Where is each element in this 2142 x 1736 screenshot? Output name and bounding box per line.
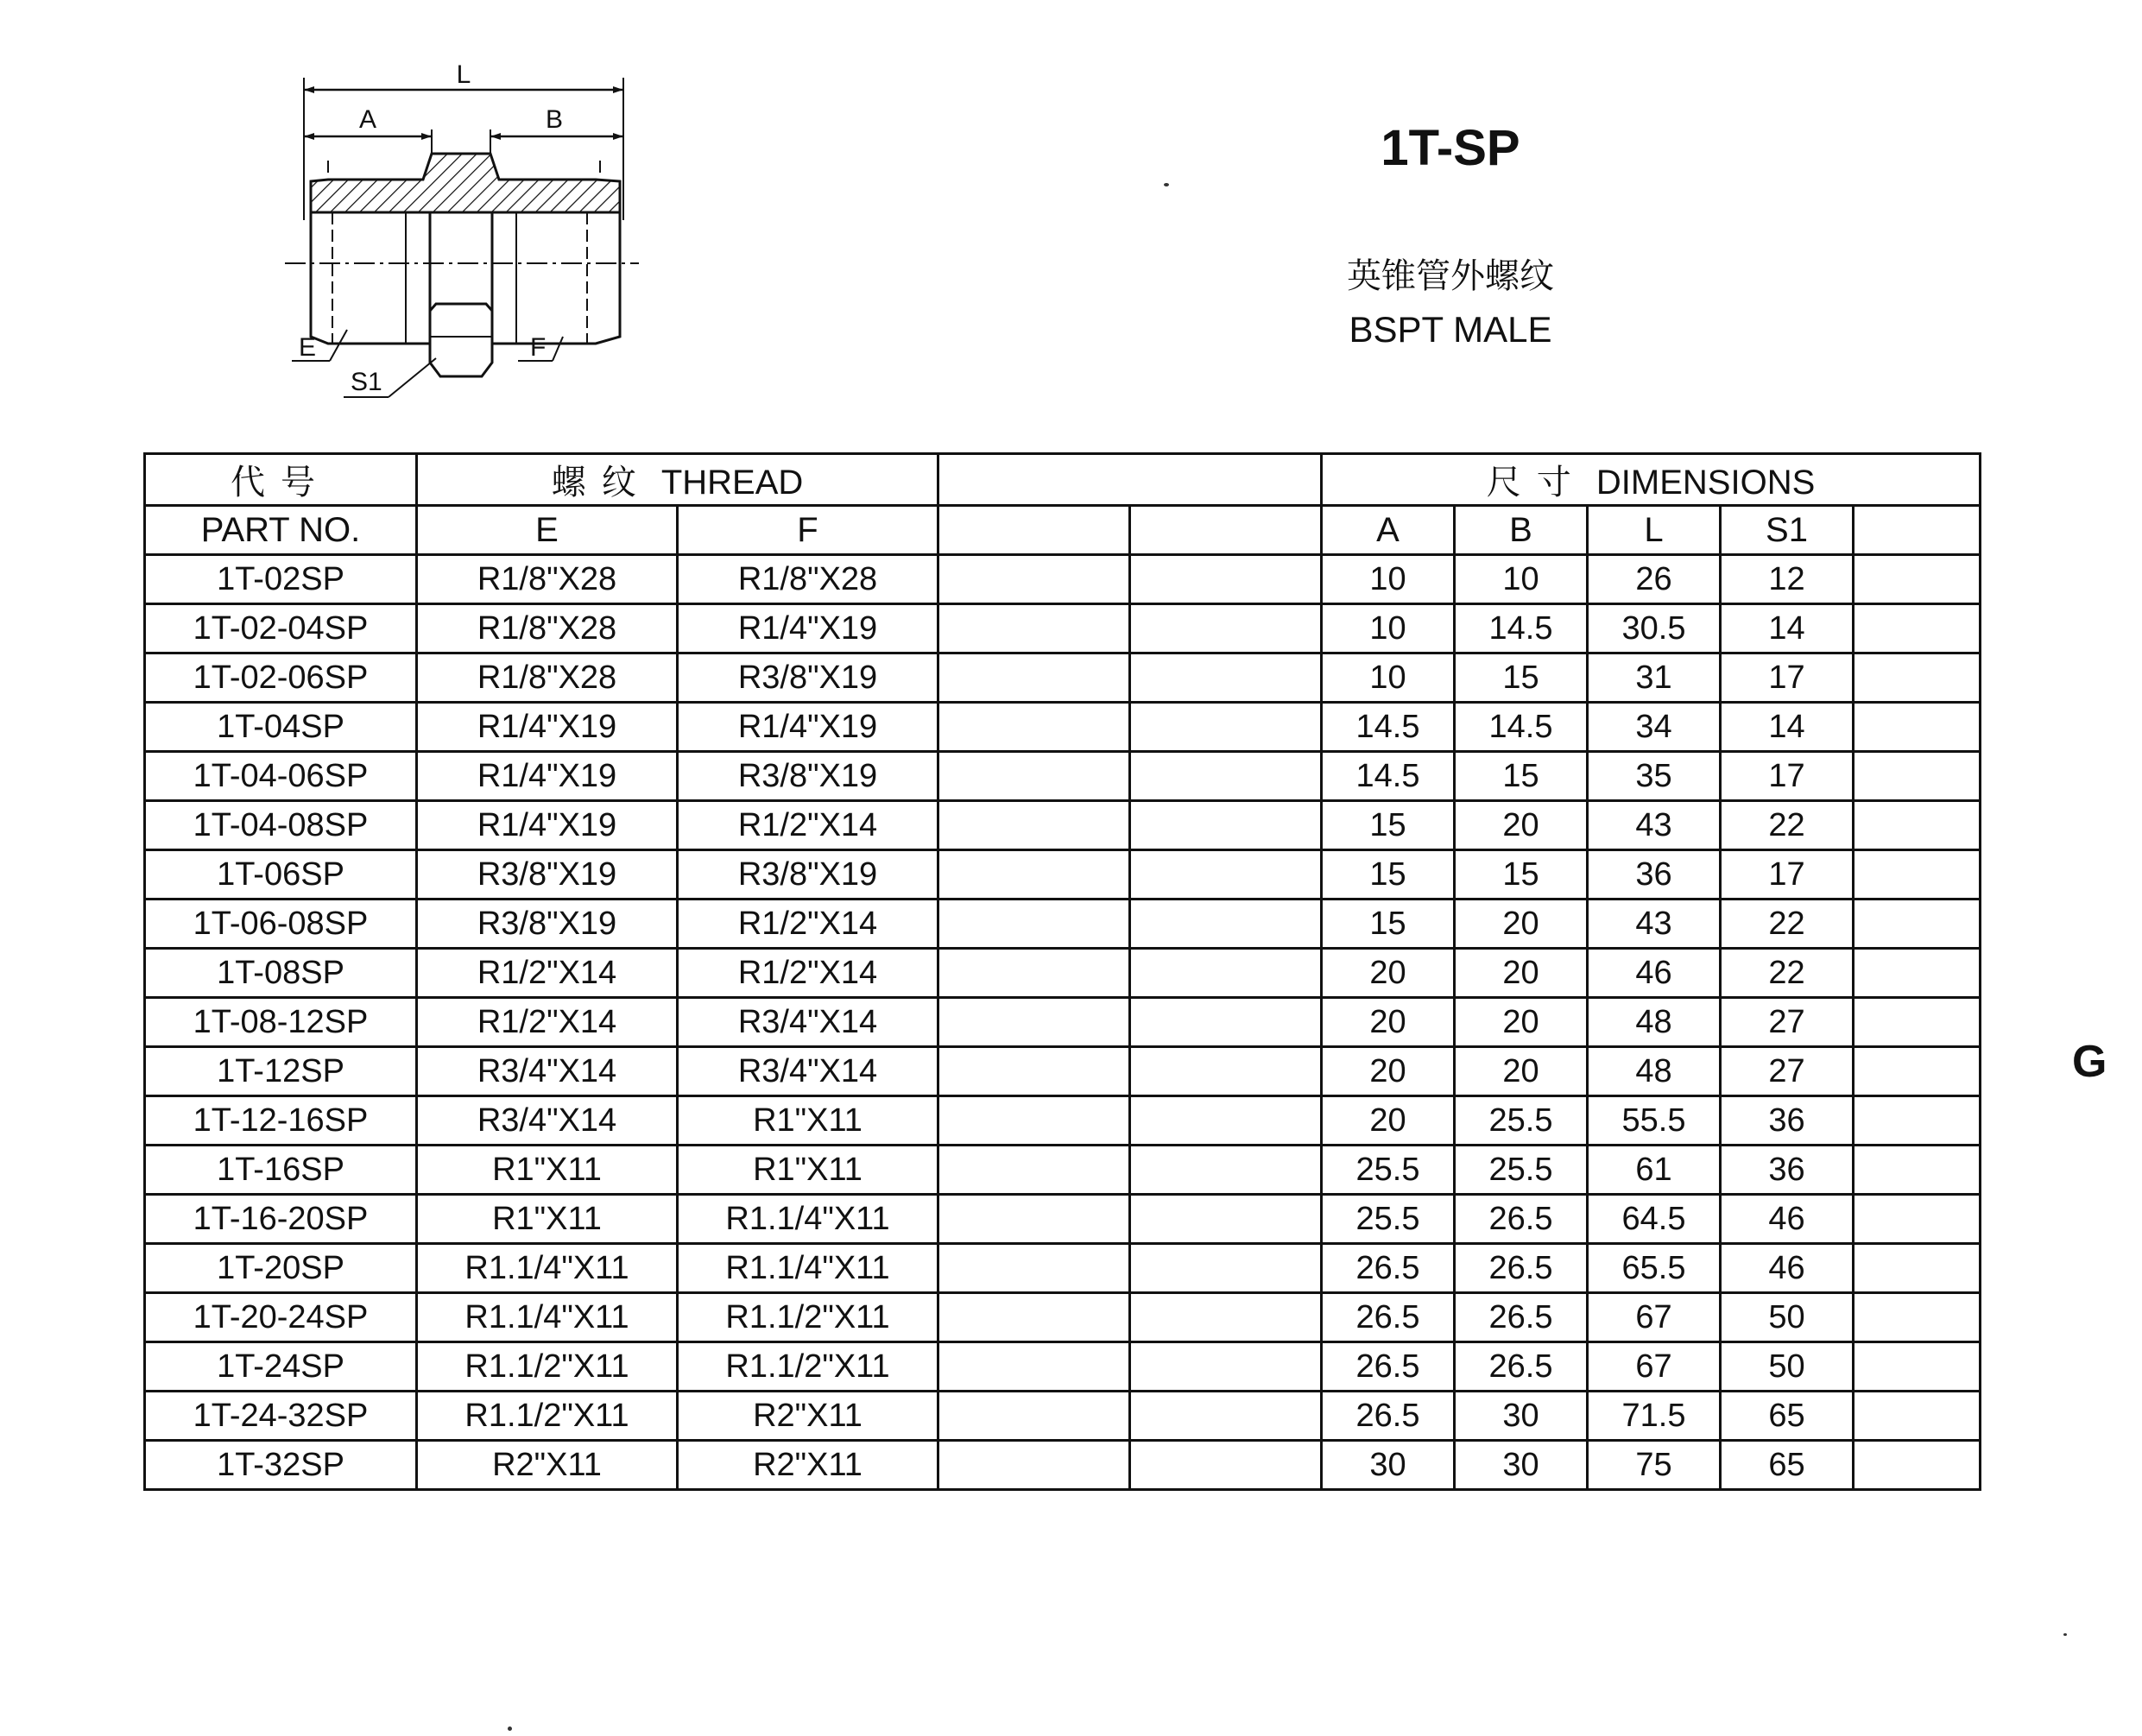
subtitle-english: BSPT MALE [1349,309,1552,350]
cell-f: R3/4"X14 [678,1047,938,1096]
cell-blank [938,900,1130,949]
cell-l: 55.5 [1588,1096,1721,1146]
cell-s1: 22 [1721,949,1854,998]
cell-a: 26.5 [1322,1392,1455,1441]
thread-header-en: THREAD [660,464,804,502]
cell-blank [1854,1392,1981,1441]
cell-a: 20 [1322,949,1455,998]
cell-blank [1130,1096,1322,1146]
cell-a: 20 [1322,998,1455,1047]
table-row [145,1047,1981,1096]
table-row [145,1441,1981,1490]
cell-b: 25.5 [1455,1146,1588,1195]
cell-a: 14.5 [1322,703,1455,752]
cell-blank [1854,1441,1981,1490]
cell-b: 20 [1455,900,1588,949]
cell-part: 1T-24-32SP [145,1392,417,1441]
subtitle-chinese: 英锥管外螺纹 [1347,256,1554,296]
col-header-F: F [678,506,938,555]
cell-l: 46 [1588,949,1721,998]
table-row [145,703,1981,752]
col-header-B: B [1455,506,1588,555]
cell-blank [1854,850,1981,900]
cell-s1: 46 [1721,1244,1854,1293]
cell-part: 1T-12SP [145,1047,417,1096]
cell-b: 26.5 [1455,1195,1588,1244]
cell-f: R1/2"X14 [678,801,938,850]
cell-part: 1T-24SP [145,1342,417,1392]
cell-blank [1130,998,1322,1047]
cell-b: 30 [1455,1441,1588,1490]
cell-s1: 27 [1721,998,1854,1047]
cell-l: 67 [1588,1293,1721,1342]
cell-blank [938,752,1130,801]
cell-s1: 17 [1721,653,1854,703]
cell-blank [938,1195,1130,1244]
cell-l: 67 [1588,1342,1721,1392]
cell-a: 26.5 [1322,1342,1455,1392]
cell-part: 1T-08-12SP [145,998,417,1047]
cell-s1: 22 [1721,801,1854,850]
cell-e: R3/4"X14 [417,1096,678,1146]
cell-l: 34 [1588,703,1721,752]
table-row [145,653,1981,703]
cell-blank [1854,1195,1981,1244]
col-header-L: L [1588,506,1721,555]
cell-a: 25.5 [1322,1146,1455,1195]
cell-e: R1/2"X14 [417,949,678,998]
cell-part: 1T-04SP [145,703,417,752]
cell-blank [1854,1096,1981,1146]
cell-b: 15 [1455,752,1588,801]
cell-blank [938,703,1130,752]
cell-b: 26.5 [1455,1244,1588,1293]
cell-l: 61 [1588,1146,1721,1195]
cell-s1: 14 [1721,703,1854,752]
cell-blank [938,1392,1130,1441]
cell-e: R1.1/2"X11 [417,1342,678,1392]
cell-blank [1854,604,1981,653]
cell-blank [938,1047,1130,1096]
cell-b: 20 [1455,949,1588,998]
cell-blank [1854,653,1981,703]
table-row [145,1392,1981,1441]
cell-s1: 17 [1721,850,1854,900]
scan-speck [1164,183,1169,186]
cell-part: 1T-02-04SP [145,604,417,653]
table-row [145,1342,1981,1392]
cell-s1: 14 [1721,604,1854,653]
cell-blank [1854,1342,1981,1392]
cell-e: R3/8"X19 [417,850,678,900]
cell-s1: 36 [1721,1096,1854,1146]
cell-s1: 36 [1721,1146,1854,1195]
cell-s1: 27 [1721,1047,1854,1096]
cell-f: R1.1/4"X11 [678,1195,938,1244]
cell-f: R1/8"X28 [678,555,938,604]
cell-b: 14.5 [1455,703,1588,752]
cell-e: R3/4"X14 [417,1047,678,1096]
cell-blank [1130,555,1322,604]
cell-l: 48 [1588,998,1721,1047]
cell-e: R1"X11 [417,1146,678,1195]
cell-l: 43 [1588,801,1721,850]
cell-blank [938,1293,1130,1342]
cell-b: 26.5 [1455,1342,1588,1392]
cell-blank [1130,801,1322,850]
cell-blank [938,1096,1130,1146]
cell-blank [1854,1047,1981,1096]
cell-blank [1130,1146,1322,1195]
cell-blank [1130,1342,1322,1392]
cell-blank [1130,703,1322,752]
cell-l: 31 [1588,653,1721,703]
table-row [145,900,1981,949]
cell-part: 1T-20SP [145,1244,417,1293]
cell-f: R3/8"X19 [678,850,938,900]
cell-f: R2"X11 [678,1392,938,1441]
cell-b: 20 [1455,1047,1588,1096]
cell-b: 14.5 [1455,604,1588,653]
cell-f: R3/8"X19 [678,653,938,703]
cell-a: 10 [1322,555,1455,604]
cell-f: R1/4"X19 [678,604,938,653]
cell-e: R3/8"X19 [417,900,678,949]
cell-e: R1/4"X19 [417,752,678,801]
table-row [145,1244,1981,1293]
cell-s1: 50 [1721,1342,1854,1392]
cell-blank [1854,1293,1981,1342]
cell-f: R3/8"X19 [678,752,938,801]
cell-s1: 22 [1721,900,1854,949]
cell-s1: 65 [1721,1392,1854,1441]
cell-a: 15 [1322,850,1455,900]
dimensions-header [1322,454,1981,506]
cell-blank [1854,998,1981,1047]
part-no-header-cn: 代号 [145,454,417,506]
cell-a: 10 [1322,653,1455,703]
cell-part: 1T-16SP [145,1146,417,1195]
cell-e: R1"X11 [417,1195,678,1244]
cell-a: 26.5 [1322,1244,1455,1293]
cell-blank [1130,752,1322,801]
cell-e: R1/4"X19 [417,801,678,850]
cell-a: 14.5 [1322,752,1455,801]
cell-blank [1854,949,1981,998]
cell-s1: 12 [1721,555,1854,604]
cell-s1: 46 [1721,1195,1854,1244]
cell-part: 1T-06SP [145,850,417,900]
cell-blank [1854,900,1981,949]
col-header-E: E [417,506,678,555]
cell-blank [938,1244,1130,1293]
cell-blank [1854,1244,1981,1293]
cell-b: 30 [1455,1392,1588,1441]
dimensions-header-en: DIMENSIONS [1595,464,1816,502]
blank-header [938,454,1322,506]
cell-part: 1T-32SP [145,1441,417,1490]
cell-a: 20 [1322,1047,1455,1096]
cell-a: 10 [1322,604,1455,653]
cell-l: 30.5 [1588,604,1721,653]
cell-l: 64.5 [1588,1195,1721,1244]
cell-f: R1/2"X14 [678,949,938,998]
cell-blank [1130,1293,1322,1342]
cell-part: 1T-04-06SP [145,752,417,801]
cell-e: R1/2"X14 [417,998,678,1047]
cell-e: R1/8"X28 [417,604,678,653]
cell-s1: 17 [1721,752,1854,801]
cell-blank [1854,703,1981,752]
col-header-A: A [1322,506,1455,555]
cell-blank [938,949,1130,998]
cell-part: 1T-06-08SP [145,900,417,949]
cell-a: 26.5 [1322,1293,1455,1342]
blank-col-header [1130,506,1322,555]
cell-b: 26.5 [1455,1293,1588,1342]
scan-speck [508,1727,512,1731]
cell-blank [1130,653,1322,703]
cell-e: R1/8"X28 [417,555,678,604]
cell-f: R1"X11 [678,1146,938,1195]
cell-e: R2"X11 [417,1441,678,1490]
cell-f: R1/2"X14 [678,900,938,949]
cell-e: R1/4"X19 [417,703,678,752]
cell-f: R1.1/4"X11 [678,1244,938,1293]
cell-a: 30 [1322,1441,1455,1490]
cell-blank [938,1146,1130,1195]
dim-label-A: A [358,105,377,134]
table-row [145,1293,1981,1342]
cell-l: 43 [1588,900,1721,949]
cell-blank [1130,900,1322,949]
table-row [145,752,1981,801]
scan-speck [2063,1633,2067,1636]
cell-e: R1.1/4"X11 [417,1293,678,1342]
cell-blank [1854,752,1981,801]
cell-part: 1T-12-16SP [145,1096,417,1146]
col-header-S1: S1 [1721,506,1854,555]
table-row [145,998,1981,1047]
cell-s1: 50 [1721,1293,1854,1342]
cell-blank [938,604,1130,653]
table-row [145,1146,1981,1195]
cell-s1: 65 [1721,1441,1854,1490]
cell-e: R1/8"X28 [417,653,678,703]
cell-a: 25.5 [1322,1195,1455,1244]
cell-l: 26 [1588,555,1721,604]
table-row [145,949,1981,998]
thread-header [417,454,938,506]
cell-l: 48 [1588,1047,1721,1096]
cell-blank [1130,1392,1322,1441]
cell-b: 15 [1455,653,1588,703]
cell-l: 36 [1588,850,1721,900]
cell-a: 20 [1322,1096,1455,1146]
page-title: 1T-SP [1381,120,1520,176]
dimensions-table [143,452,1981,1491]
label-F: F [530,333,547,362]
dim-label-B: B [545,105,564,134]
header-row-1 [145,454,1981,506]
cell-b: 20 [1455,801,1588,850]
cell-blank [1130,949,1322,998]
table-row [145,604,1981,653]
cell-l: 75 [1588,1441,1721,1490]
cell-blank [1854,555,1981,604]
cell-f: R1.1/2"X11 [678,1342,938,1392]
cell-e: R1.1/4"X11 [417,1244,678,1293]
table-row [145,850,1981,900]
cell-a: 15 [1322,900,1455,949]
cell-part: 1T-02-06SP [145,653,417,703]
cell-blank [938,555,1130,604]
blank-col-header [1854,506,1981,555]
cell-part: 1T-16-20SP [145,1195,417,1244]
cell-b: 20 [1455,998,1588,1047]
cell-blank [938,1441,1130,1490]
section-letter: G [2072,1037,2107,1087]
cell-blank [1130,1047,1322,1096]
header-row-2 [145,506,1981,555]
part-no-header-en: PART NO. [145,506,417,555]
table-row [145,555,1981,604]
cell-blank [938,653,1130,703]
cell-f: R1.1/2"X11 [678,1293,938,1342]
cell-b: 25.5 [1455,1096,1588,1146]
fitting-diagram [285,52,656,414]
cell-part: 1T-02SP [145,555,417,604]
label-S1: S1 [351,368,382,396]
cell-l: 71.5 [1588,1392,1721,1441]
cell-blank [1130,1441,1322,1490]
cell-b: 10 [1455,555,1588,604]
cell-blank [1854,801,1981,850]
cell-a: 15 [1322,801,1455,850]
cell-blank [938,850,1130,900]
table-row [145,1195,1981,1244]
table-row [145,1096,1981,1146]
cell-blank [938,998,1130,1047]
dim-label-L: L [456,60,471,89]
cell-blank [938,801,1130,850]
label-E: E [299,333,317,362]
thread-header-cn: 螺纹 [551,463,652,502]
cell-f: R2"X11 [678,1441,938,1490]
cell-f: R1"X11 [678,1096,938,1146]
cell-blank [1130,850,1322,900]
cell-part: 1T-04-08SP [145,801,417,850]
cell-l: 35 [1588,752,1721,801]
cell-blank [1130,604,1322,653]
cell-part: 1T-20-24SP [145,1293,417,1342]
cell-blank [1130,1195,1322,1244]
cell-part: 1T-08SP [145,949,417,998]
cell-blank [938,1342,1130,1392]
dimensions-header-cn: 尺寸 [1486,463,1587,502]
blank-col-header [938,506,1130,555]
cell-l: 65.5 [1588,1244,1721,1293]
table-row [145,801,1981,850]
cell-b: 15 [1455,850,1588,900]
cell-f: R1/4"X19 [678,703,938,752]
cell-blank [1130,1244,1322,1293]
cell-f: R3/4"X14 [678,998,938,1047]
cell-e: R1.1/2"X11 [417,1392,678,1441]
cell-blank [1854,1146,1981,1195]
